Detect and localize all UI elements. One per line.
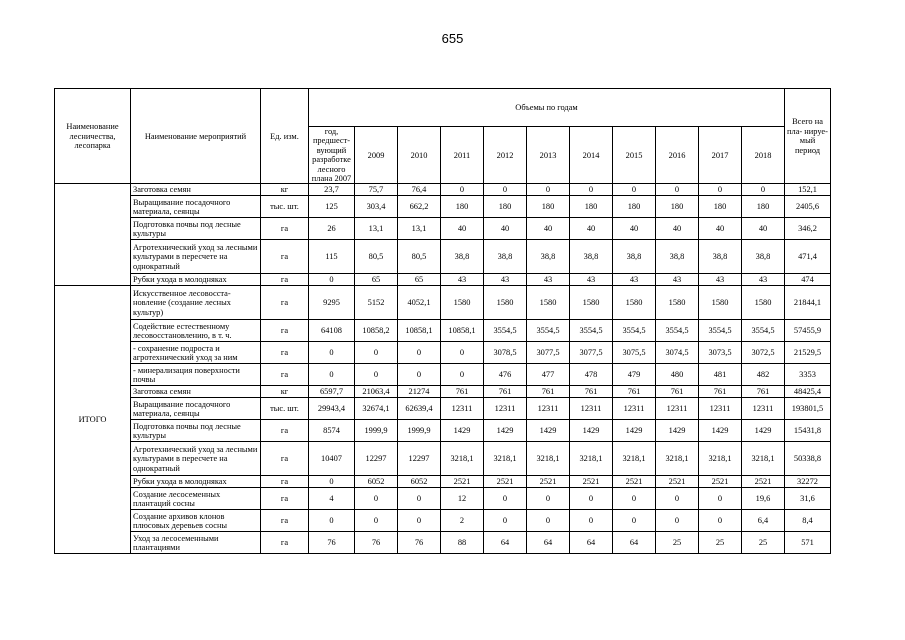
value-cell: 2521 xyxy=(570,476,613,488)
value-cell: 0 xyxy=(484,510,527,532)
value-cell: 3554,5 xyxy=(613,320,656,342)
value-cell: 0 xyxy=(355,510,398,532)
total-value-cell: 474 xyxy=(785,274,831,286)
value-cell: 180 xyxy=(484,196,527,218)
value-cell: 6597,7 xyxy=(309,386,355,398)
value-cell: 40 xyxy=(484,218,527,240)
value-cell: 3218,1 xyxy=(441,442,484,476)
value-cell: 180 xyxy=(570,196,613,218)
value-cell: 64 xyxy=(570,532,613,554)
value-cell: 180 xyxy=(656,196,699,218)
unit-cell: га xyxy=(261,488,309,510)
total-value-cell: 193801,5 xyxy=(785,398,831,420)
value-cell: 2521 xyxy=(613,476,656,488)
value-cell: 43 xyxy=(742,274,785,286)
unit-cell: кг xyxy=(261,184,309,196)
value-cell: 0 xyxy=(309,476,355,488)
value-cell: 12311 xyxy=(742,398,785,420)
table-row xyxy=(55,488,831,510)
value-cell: 180 xyxy=(613,196,656,218)
value-cell: 1429 xyxy=(441,420,484,442)
value-cell: 4052,1 xyxy=(398,286,441,320)
measure-name-cell: Создание лесосеменных плантаций сосны xyxy=(131,488,261,510)
table-row xyxy=(55,386,831,398)
value-cell: 2521 xyxy=(742,476,785,488)
value-cell: 0 xyxy=(484,184,527,196)
table-body xyxy=(55,184,831,554)
value-cell: 75,7 xyxy=(355,184,398,196)
table-row xyxy=(55,342,831,364)
total-value-cell: 571 xyxy=(785,532,831,554)
value-cell: 478 xyxy=(570,364,613,386)
total-value-cell: 21844,1 xyxy=(785,286,831,320)
value-cell: 1580 xyxy=(699,286,742,320)
value-cell: 40 xyxy=(441,218,484,240)
table-row xyxy=(55,218,831,240)
total-value-cell: 50338,8 xyxy=(785,442,831,476)
value-cell: 1429 xyxy=(613,420,656,442)
value-cell: 0 xyxy=(570,488,613,510)
value-cell: 38,8 xyxy=(699,240,742,274)
value-cell: 43 xyxy=(484,274,527,286)
value-cell: 2521 xyxy=(656,476,699,488)
value-cell: 3554,5 xyxy=(570,320,613,342)
unit-cell: тыс. шт. xyxy=(261,196,309,218)
value-cell: 1429 xyxy=(484,420,527,442)
value-cell: 29943,4 xyxy=(309,398,355,420)
value-cell: 3218,1 xyxy=(613,442,656,476)
value-cell: 38,8 xyxy=(742,240,785,274)
value-cell: 1580 xyxy=(570,286,613,320)
header-year: 2009 xyxy=(355,127,398,184)
value-cell: 0 xyxy=(527,184,570,196)
measure-name-cell: Агротехнический уход за лесными культурами в пересчете на однократный xyxy=(131,442,261,476)
value-cell: 12297 xyxy=(398,442,441,476)
table-row xyxy=(55,476,831,488)
value-cell: 23,7 xyxy=(309,184,355,196)
table-row xyxy=(55,240,831,274)
table-row xyxy=(55,274,831,286)
value-cell: 21063,4 xyxy=(355,386,398,398)
unit-cell: га xyxy=(261,240,309,274)
value-cell: 0 xyxy=(484,488,527,510)
header-forestry: Наименование лесничества, лесопарка xyxy=(55,89,131,184)
measure-name-cell: Выращивание посадочного материала, сеянцы xyxy=(131,398,261,420)
value-cell: 25 xyxy=(742,532,785,554)
value-cell: 12311 xyxy=(527,398,570,420)
value-cell: 64 xyxy=(527,532,570,554)
header-measure: Наименование мероприятий xyxy=(131,89,261,184)
value-cell: 12311 xyxy=(656,398,699,420)
measure-name-cell: Рубки ухода в молодняках xyxy=(131,274,261,286)
value-cell: 12311 xyxy=(441,398,484,420)
value-cell: 3074,5 xyxy=(656,342,699,364)
value-cell: 0 xyxy=(398,364,441,386)
value-cell: 10858,2 xyxy=(355,320,398,342)
value-cell: 12297 xyxy=(355,442,398,476)
measure-name-cell: - минерализация поверхности почвы xyxy=(131,364,261,386)
value-cell: 65 xyxy=(355,274,398,286)
value-cell: 1580 xyxy=(484,286,527,320)
value-cell: 0 xyxy=(355,364,398,386)
value-cell: 0 xyxy=(613,184,656,196)
value-cell: 0 xyxy=(355,488,398,510)
value-cell: 3218,1 xyxy=(742,442,785,476)
value-cell: 0 xyxy=(441,342,484,364)
value-cell: 40 xyxy=(613,218,656,240)
value-cell: 0 xyxy=(613,510,656,532)
value-cell: 32674,1 xyxy=(355,398,398,420)
table-row xyxy=(55,442,831,476)
value-cell: 761 xyxy=(570,386,613,398)
value-cell: 38,8 xyxy=(441,240,484,274)
value-cell: 1429 xyxy=(742,420,785,442)
value-cell: 12311 xyxy=(699,398,742,420)
value-cell: 3554,5 xyxy=(742,320,785,342)
value-cell: 43 xyxy=(699,274,742,286)
header-unit: Ед. изм. xyxy=(261,89,309,184)
value-cell: 3073,5 xyxy=(699,342,742,364)
header-base-year: год, предшест- вующий разработке лесного плана 2007 xyxy=(309,127,355,184)
value-cell: 12311 xyxy=(613,398,656,420)
value-cell: 0 xyxy=(441,184,484,196)
value-cell: 303,4 xyxy=(355,196,398,218)
value-cell: 64108 xyxy=(309,320,355,342)
value-cell: 0 xyxy=(309,274,355,286)
unit-cell: тыс. шт. xyxy=(261,398,309,420)
unit-cell: га xyxy=(261,510,309,532)
unit-cell: га xyxy=(261,420,309,442)
unit-cell: га xyxy=(261,342,309,364)
measure-name-cell: Выращивание посадочного материала, сеянцы xyxy=(131,196,261,218)
table-row xyxy=(55,532,831,554)
value-cell: 0 xyxy=(656,488,699,510)
value-cell: 3075,5 xyxy=(613,342,656,364)
value-cell: 40 xyxy=(527,218,570,240)
value-cell: 481 xyxy=(699,364,742,386)
value-cell: 3554,5 xyxy=(527,320,570,342)
value-cell: 2521 xyxy=(699,476,742,488)
value-cell: 43 xyxy=(656,274,699,286)
value-cell: 40 xyxy=(656,218,699,240)
value-cell: 761 xyxy=(527,386,570,398)
value-cell: 76 xyxy=(309,532,355,554)
value-cell: 1580 xyxy=(441,286,484,320)
value-cell: 0 xyxy=(742,184,785,196)
total-value-cell: 21529,5 xyxy=(785,342,831,364)
value-cell: 480 xyxy=(656,364,699,386)
header-year: 2011 xyxy=(441,127,484,184)
table-row xyxy=(55,420,831,442)
value-cell: 761 xyxy=(613,386,656,398)
value-cell: 38,8 xyxy=(484,240,527,274)
value-cell: 64 xyxy=(613,532,656,554)
header-year: 2018 xyxy=(742,127,785,184)
measure-name-cell: Заготовка семян xyxy=(131,386,261,398)
value-cell: 0 xyxy=(309,364,355,386)
value-cell: 0 xyxy=(398,342,441,364)
value-cell: 0 xyxy=(613,488,656,510)
value-cell: 80,5 xyxy=(398,240,441,274)
value-cell: 5152 xyxy=(355,286,398,320)
header-year: 2016 xyxy=(656,127,699,184)
value-cell: 1429 xyxy=(570,420,613,442)
value-cell: 10858,1 xyxy=(441,320,484,342)
value-cell: 0 xyxy=(699,184,742,196)
value-cell: 2521 xyxy=(484,476,527,488)
value-cell: 62639,4 xyxy=(398,398,441,420)
value-cell: 2 xyxy=(441,510,484,532)
value-cell: 25 xyxy=(699,532,742,554)
measure-name-cell: Подготовка почвы под лесные культуры xyxy=(131,420,261,442)
value-cell: 0 xyxy=(527,510,570,532)
value-cell: 2521 xyxy=(441,476,484,488)
value-cell: 761 xyxy=(484,386,527,398)
value-cell: 3077,5 xyxy=(527,342,570,364)
unit-cell: кг xyxy=(261,386,309,398)
value-cell: 3218,1 xyxy=(570,442,613,476)
value-cell: 76 xyxy=(355,532,398,554)
total-value-cell: 2405,6 xyxy=(785,196,831,218)
value-cell: 3218,1 xyxy=(656,442,699,476)
header-volumes: Объемы по годам xyxy=(309,89,785,127)
value-cell: 13,1 xyxy=(398,218,441,240)
measure-name-cell: Искусственное лесовосста- новление (создание лесных культур) xyxy=(131,286,261,320)
header-row-1 xyxy=(55,89,831,127)
value-cell: 125 xyxy=(309,196,355,218)
total-value-cell: 8,4 xyxy=(785,510,831,532)
measure-name-cell: Агротехнический уход за лесными культурами в пересчете на однократный xyxy=(131,240,261,274)
header-year: 2012 xyxy=(484,127,527,184)
value-cell: 43 xyxy=(570,274,613,286)
value-cell: 1580 xyxy=(613,286,656,320)
value-cell: 21274 xyxy=(398,386,441,398)
value-cell: 38,8 xyxy=(570,240,613,274)
value-cell: 180 xyxy=(527,196,570,218)
value-cell: 1580 xyxy=(527,286,570,320)
header-year: 2015 xyxy=(613,127,656,184)
total-value-cell: 471,4 xyxy=(785,240,831,274)
value-cell: 40 xyxy=(742,218,785,240)
value-cell: 40 xyxy=(699,218,742,240)
value-cell: 3218,1 xyxy=(484,442,527,476)
value-cell: 38,8 xyxy=(527,240,570,274)
forestry-name-cell: ИТОГО xyxy=(55,286,131,554)
measure-name-cell: Создание архивов клонов плюсовых деревьев сосны xyxy=(131,510,261,532)
unit-cell: га xyxy=(261,364,309,386)
total-value-cell: 152,1 xyxy=(785,184,831,196)
value-cell: 64 xyxy=(484,532,527,554)
value-cell: 1999,9 xyxy=(398,420,441,442)
value-cell: 180 xyxy=(742,196,785,218)
value-cell: 19,6 xyxy=(742,488,785,510)
value-cell: 40 xyxy=(570,218,613,240)
value-cell: 38,8 xyxy=(656,240,699,274)
total-value-cell: 15431,8 xyxy=(785,420,831,442)
header-year: 2013 xyxy=(527,127,570,184)
value-cell: 13,1 xyxy=(355,218,398,240)
value-cell: 80,5 xyxy=(355,240,398,274)
table-row xyxy=(55,510,831,532)
unit-cell: га xyxy=(261,442,309,476)
table-row xyxy=(55,286,831,320)
value-cell: 12311 xyxy=(484,398,527,420)
value-cell: 76,4 xyxy=(398,184,441,196)
value-cell: 6052 xyxy=(355,476,398,488)
forest-plan-table xyxy=(54,88,831,554)
value-cell: 3072,5 xyxy=(742,342,785,364)
value-cell: 476 xyxy=(484,364,527,386)
value-cell: 761 xyxy=(441,386,484,398)
header-total: Всего на пла- нируе- мый период xyxy=(785,89,831,184)
measure-name-cell: - сохранение подроста и агротехнический уход за ним xyxy=(131,342,261,364)
value-cell: 3554,5 xyxy=(699,320,742,342)
unit-cell: га xyxy=(261,274,309,286)
value-cell: 43 xyxy=(527,274,570,286)
value-cell: 1429 xyxy=(527,420,570,442)
value-cell: 26 xyxy=(309,218,355,240)
value-cell: 1429 xyxy=(656,420,699,442)
value-cell: 479 xyxy=(613,364,656,386)
total-value-cell: 57455,9 xyxy=(785,320,831,342)
header-year: 2017 xyxy=(699,127,742,184)
value-cell: 3078,5 xyxy=(484,342,527,364)
value-cell: 4 xyxy=(309,488,355,510)
value-cell: 180 xyxy=(441,196,484,218)
value-cell: 0 xyxy=(699,488,742,510)
value-cell: 761 xyxy=(699,386,742,398)
header-year: 2010 xyxy=(398,127,441,184)
value-cell: 0 xyxy=(398,510,441,532)
value-cell: 65 xyxy=(398,274,441,286)
measure-name-cell: Заготовка семян xyxy=(131,184,261,196)
value-cell: 3218,1 xyxy=(699,442,742,476)
header-year: 2014 xyxy=(570,127,613,184)
value-cell: 761 xyxy=(742,386,785,398)
value-cell: 0 xyxy=(398,488,441,510)
value-cell: 88 xyxy=(441,532,484,554)
forestry-name-cell xyxy=(55,184,131,286)
value-cell: 12 xyxy=(441,488,484,510)
value-cell: 25 xyxy=(656,532,699,554)
value-cell: 0 xyxy=(441,364,484,386)
value-cell: 6052 xyxy=(398,476,441,488)
value-cell: 3218,1 xyxy=(527,442,570,476)
value-cell: 115 xyxy=(309,240,355,274)
value-cell: 3554,5 xyxy=(656,320,699,342)
total-value-cell: 48425,4 xyxy=(785,386,831,398)
value-cell: 3554,5 xyxy=(484,320,527,342)
unit-cell: га xyxy=(261,532,309,554)
value-cell: 662,2 xyxy=(398,196,441,218)
value-cell: 0 xyxy=(570,184,613,196)
value-cell: 1429 xyxy=(699,420,742,442)
table-row xyxy=(55,184,831,196)
total-value-cell: 346,2 xyxy=(785,218,831,240)
value-cell: 0 xyxy=(656,184,699,196)
value-cell: 761 xyxy=(656,386,699,398)
value-cell: 9295 xyxy=(309,286,355,320)
page-number: 655 xyxy=(441,31,464,46)
value-cell: 3077,5 xyxy=(570,342,613,364)
measure-name-cell: Уход за лесосеменными плантациями xyxy=(131,532,261,554)
value-cell: 8574 xyxy=(309,420,355,442)
value-cell: 0 xyxy=(309,510,355,532)
unit-cell: га xyxy=(261,476,309,488)
unit-cell: га xyxy=(261,320,309,342)
value-cell: 6,4 xyxy=(742,510,785,532)
table-row xyxy=(55,398,831,420)
value-cell: 12311 xyxy=(570,398,613,420)
value-cell: 76 xyxy=(398,532,441,554)
measure-name-cell: Рубки ухода в молодняках xyxy=(131,476,261,488)
value-cell: 10407 xyxy=(309,442,355,476)
value-cell: 1580 xyxy=(656,286,699,320)
value-cell: 43 xyxy=(441,274,484,286)
value-cell: 482 xyxy=(742,364,785,386)
unit-cell: га xyxy=(261,286,309,320)
value-cell: 0 xyxy=(309,342,355,364)
value-cell: 43 xyxy=(613,274,656,286)
value-cell: 0 xyxy=(355,342,398,364)
value-cell: 1580 xyxy=(742,286,785,320)
measure-name-cell: Содействие естественному лесовосстановлению, в т. ч. xyxy=(131,320,261,342)
value-cell: 38,8 xyxy=(613,240,656,274)
table-row xyxy=(55,364,831,386)
total-value-cell: 31,6 xyxy=(785,488,831,510)
value-cell: 10858,1 xyxy=(398,320,441,342)
value-cell: 0 xyxy=(656,510,699,532)
value-cell: 1999,9 xyxy=(355,420,398,442)
table-row xyxy=(55,196,831,218)
value-cell: 180 xyxy=(699,196,742,218)
measure-name-cell: Подготовка почвы под лесные культуры xyxy=(131,218,261,240)
value-cell: 2521 xyxy=(527,476,570,488)
value-cell: 0 xyxy=(570,510,613,532)
unit-cell: га xyxy=(261,218,309,240)
value-cell: 477 xyxy=(527,364,570,386)
table-row xyxy=(55,320,831,342)
total-value-cell: 3353 xyxy=(785,364,831,386)
value-cell: 0 xyxy=(527,488,570,510)
total-value-cell: 32272 xyxy=(785,476,831,488)
value-cell: 0 xyxy=(699,510,742,532)
